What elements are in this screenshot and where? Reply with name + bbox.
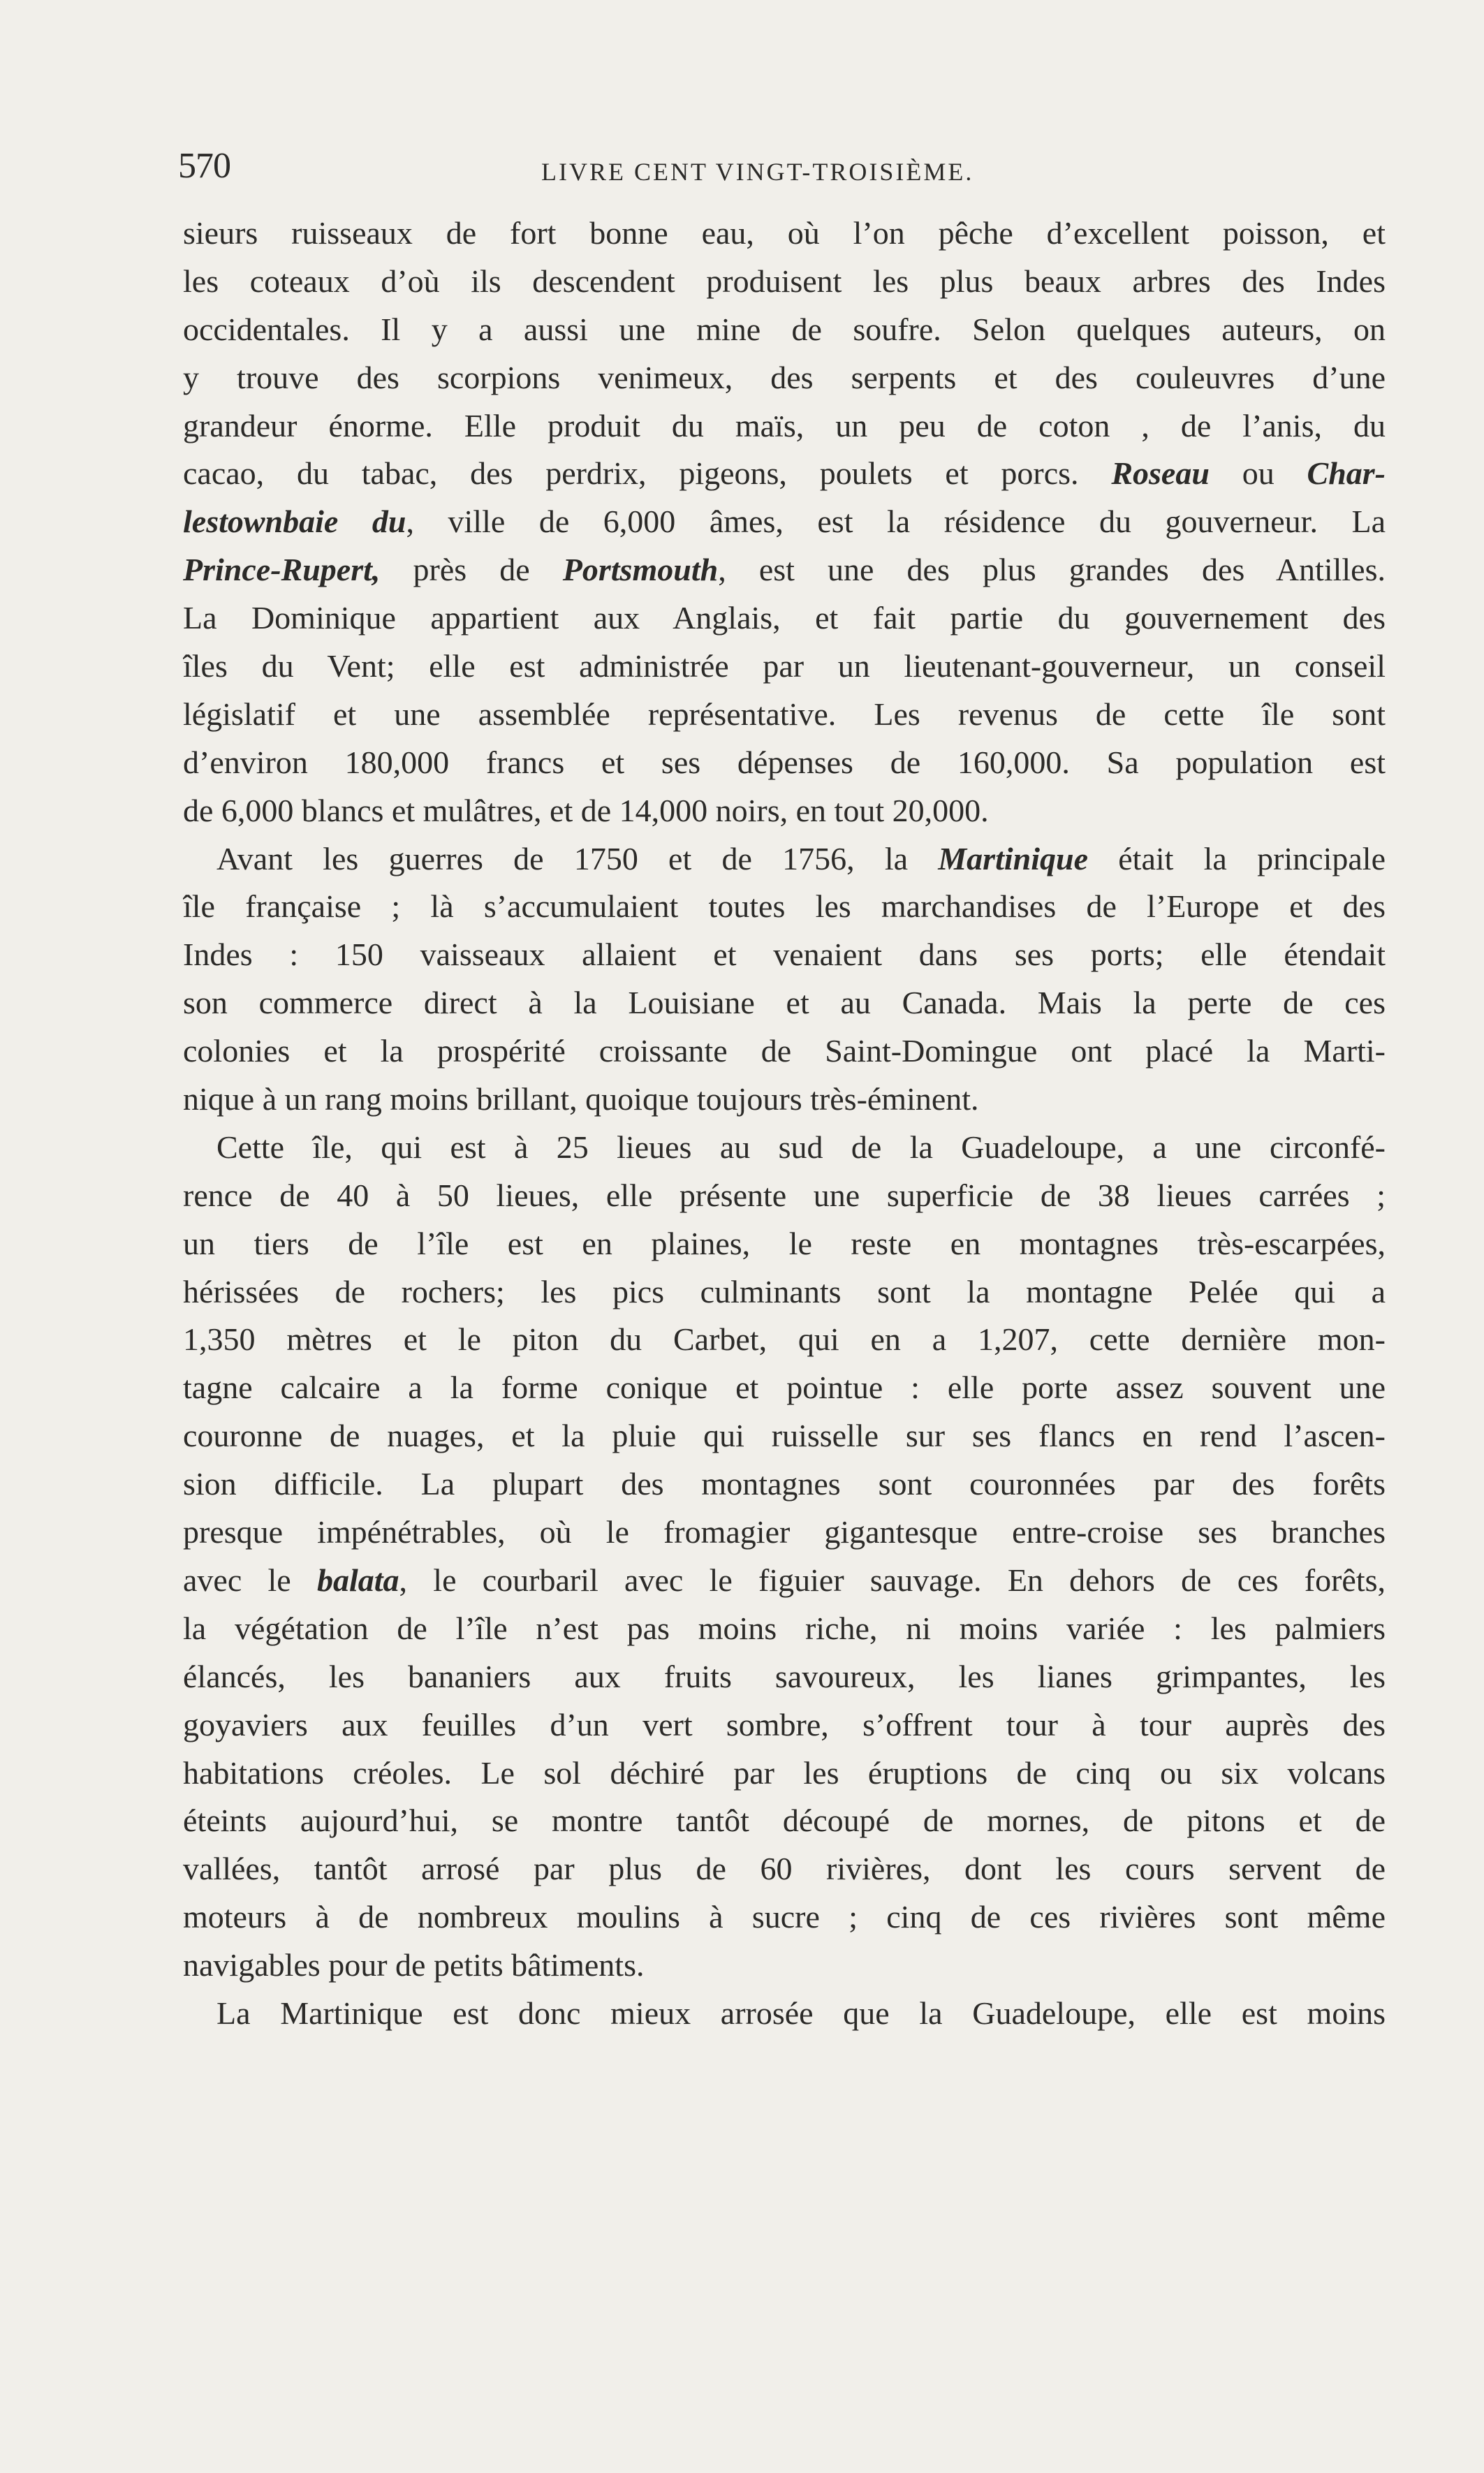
text-line bbox=[183, 1027, 1386, 1076]
text-line bbox=[183, 1412, 1386, 1460]
line-text: île française ; là s’accumulaient toutes les marchandises de l’Europe et des bbox=[183, 888, 1386, 925]
line-text: presque impénétrables, où le fromagier gigantesque entre-croise ses branches bbox=[183, 1514, 1386, 1550]
line-text: avec le bbox=[183, 1562, 317, 1598]
text-line bbox=[183, 1893, 1386, 1942]
text-line bbox=[183, 883, 1386, 931]
line-text: habitations créoles. Le sol déchiré par les éruptions de cinq ou six volcans bbox=[183, 1754, 1386, 1791]
emphasis-text: balata bbox=[316, 1562, 399, 1598]
text-line bbox=[183, 450, 1386, 498]
line-text: grandeur énorme. Elle produit du maïs, un peu de coton , de l’anis, du bbox=[183, 407, 1386, 443]
line-text: élancés, les bananiers aux fruits savoureux, les lianes grimpantes, les bbox=[183, 1658, 1386, 1694]
line-text: un tiers de l’île est en plaines, le reste en montagnes très-escarpées, bbox=[183, 1225, 1386, 1261]
text-line bbox=[183, 643, 1386, 691]
text-line bbox=[183, 739, 1386, 787]
text-line bbox=[183, 1942, 1386, 1990]
text-line bbox=[183, 1749, 1386, 1798]
text-line bbox=[183, 787, 1386, 835]
line-text: moteurs à de nombreux moulins à sucre ; cinq de ces rivières sont même bbox=[183, 1899, 1386, 1935]
line-text: près de bbox=[380, 552, 563, 588]
line-text: nique à un rang moins brillant, quoique toujours très-éminent. bbox=[183, 1081, 979, 1117]
line-text: d’environ 180,000 francs et ses dépenses de 160,000. Sa population est bbox=[183, 744, 1386, 780]
line-text: colonies et la prospérité croissante de Saint-Domingue ont placé la Marti- bbox=[183, 1033, 1386, 1069]
line-text: sieurs ruisseaux de fort bonne eau, où l’on pêche d’excellent poisson, et bbox=[183, 215, 1386, 251]
line-text: était la principale bbox=[1088, 840, 1386, 876]
line-text: 1,350 mètres et le piton du Carbet, qui en a 1,207, cette dernière mon- bbox=[183, 1321, 1386, 1358]
line-text: les coteaux d’où ils descendent produisent les plus beaux arbres des Indes bbox=[183, 263, 1386, 299]
text-line bbox=[183, 1316, 1386, 1364]
line-text: occidentales. Il y a aussi une mine de soufre. Selon quelques auteurs, on bbox=[183, 311, 1386, 347]
line-text: goyaviers aux feuilles d’un vert sombre, s’offrent tour à tour auprès des bbox=[183, 1706, 1386, 1742]
emphasis-text: Char- bbox=[1307, 455, 1386, 492]
text-line bbox=[183, 1701, 1386, 1749]
line-text: de 6,000 blancs et mulâtres, et de 14,000 noirs, en tout 20,000. bbox=[183, 792, 989, 828]
running-title: LIVRE CENT VINGT-TROISIÈME. bbox=[541, 158, 974, 186]
line-text: ou bbox=[1209, 455, 1307, 492]
text-line bbox=[183, 1990, 1386, 2038]
text-line bbox=[183, 594, 1386, 643]
body-text bbox=[183, 210, 1386, 2038]
line-text: cacao, du tabac, des perdrix, pigeons, poulets et porcs. bbox=[183, 455, 1112, 492]
line-text: tagne calcaire a la forme conique et pointue : elle porte assez souvent une bbox=[183, 1370, 1386, 1406]
line-text: couronne de nuages, et la pluie qui ruisselle sur ses flancs en rend l’ascen- bbox=[183, 1418, 1386, 1454]
text-line bbox=[183, 258, 1386, 306]
text-line bbox=[183, 1557, 1386, 1605]
text-line bbox=[183, 1268, 1386, 1316]
text-line bbox=[183, 546, 1386, 594]
line-text: hérissées de rochers; les pics culminants sont la montagne Pelée qui a bbox=[183, 1273, 1386, 1309]
text-line bbox=[183, 1797, 1386, 1845]
line-text: Cette île, qui est à 25 lieues au sud de la Guadeloupe, a une circonfé- bbox=[216, 1129, 1386, 1165]
text-line bbox=[183, 1172, 1386, 1220]
emphasis-text: Martinique bbox=[938, 840, 1089, 876]
line-text: y trouve des scorpions venimeux, des serpents et des couleuvres d’une bbox=[183, 359, 1386, 395]
text-line bbox=[183, 1220, 1386, 1268]
line-text: Indes : 150 vaisseaux allaient et venaient dans ses ports; elle étendait bbox=[183, 937, 1386, 973]
line-text: sion difficile. La plupart des montagnes sont couronnées par des forêts bbox=[183, 1466, 1386, 1502]
text-line bbox=[183, 1124, 1386, 1172]
line-text: , le courbaril avec le figuier sauvage. En dehors de ces forêts, bbox=[399, 1562, 1386, 1598]
page-number: 570 bbox=[178, 146, 230, 186]
line-text: La Dominique appartient aux Anglais, et fait partie du gouvernement des bbox=[183, 600, 1386, 636]
text-line bbox=[183, 1509, 1386, 1557]
page-header bbox=[178, 145, 1386, 194]
text-line bbox=[183, 931, 1386, 979]
line-text: Avant les guerres de 1750 et de 1756, la bbox=[216, 840, 939, 876]
text-line bbox=[183, 1605, 1386, 1653]
text-line bbox=[183, 1076, 1386, 1124]
line-text: La Martinique est donc mieux arrosée que la Guadeloupe, elle est moins bbox=[216, 1995, 1386, 2031]
line-text: îles du Vent; elle est administrée par un lieutenant-gouverneur, un conseil bbox=[183, 648, 1386, 684]
line-text: la végétation de l’île n’est pas moins riche, ni moins variée : les palmiers bbox=[183, 1610, 1386, 1646]
line-text: rence de 40 à 50 lieues, elle présente une superficie de 38 lieues carrées ; bbox=[183, 1177, 1386, 1213]
text-line bbox=[183, 1653, 1386, 1701]
emphasis-text: baie du bbox=[283, 504, 406, 540]
emphasis-text: lestown bbox=[183, 504, 284, 540]
text-line bbox=[183, 498, 1386, 546]
text-line bbox=[183, 306, 1386, 354]
emphasis-text: Prince-Rupert, bbox=[183, 552, 381, 588]
text-line bbox=[183, 1364, 1386, 1412]
line-text: éteints aujourd’hui, se montre tantôt découpé de mornes, de pitons et de bbox=[183, 1803, 1386, 1839]
text-line bbox=[183, 979, 1386, 1027]
text-line bbox=[183, 210, 1386, 258]
text-line bbox=[183, 835, 1386, 883]
text-line bbox=[183, 1460, 1386, 1509]
text-line bbox=[183, 1845, 1386, 1893]
emphasis-text: Roseau bbox=[1111, 455, 1210, 492]
line-text: , ville de 6,000 âmes, est la résidence du gouverneur. La bbox=[406, 504, 1386, 540]
line-text: navigables pour de petits bâtiments. bbox=[183, 1947, 645, 1983]
text-line bbox=[183, 402, 1386, 450]
emphasis-text: Portsmouth bbox=[562, 552, 719, 588]
text-line bbox=[183, 354, 1386, 402]
line-text: , est une des plus grandes des Antilles. bbox=[718, 552, 1386, 588]
line-text: vallées, tantôt arrosé par plus de 60 rivières, dont les cours servent de bbox=[183, 1851, 1386, 1887]
line-text: son commerce direct à la Louisiane et au Canada. Mais la perte de ces bbox=[183, 985, 1386, 1021]
line-text: législatif et une assemblée représentative. Les revenus de cette île sont bbox=[183, 696, 1386, 732]
text-line bbox=[183, 691, 1386, 739]
